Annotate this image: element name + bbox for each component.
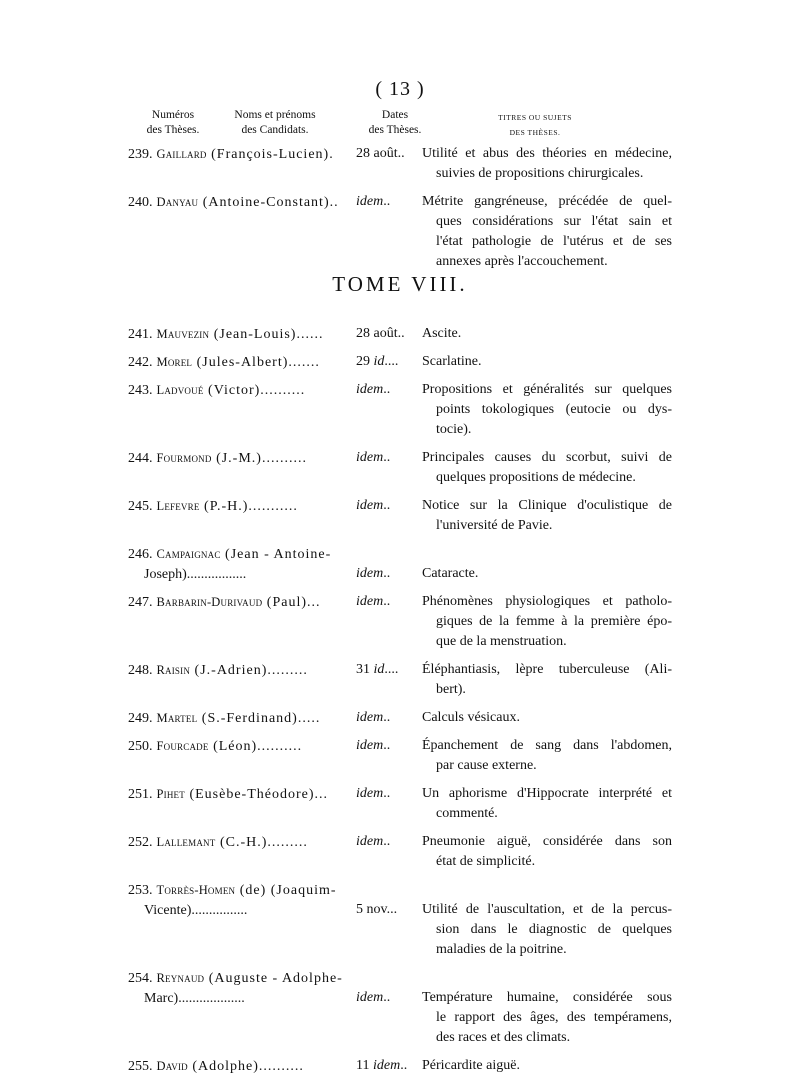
thesis-candidate xyxy=(128,448,360,469)
title-line: points tokologiques (eutocie ou dys- xyxy=(436,402,672,417)
header-line: Numéros xyxy=(151,109,195,121)
candidate-line xyxy=(128,192,360,213)
candidate-line xyxy=(128,352,360,373)
thesis-date: idem.. xyxy=(356,382,391,397)
header-line: des Thèses. xyxy=(368,124,422,136)
thesis-candidate xyxy=(128,1056,360,1077)
title-line: Propositions et généralités sur quelques xyxy=(422,382,672,397)
candidate-given-names: (Jean - Antoine- xyxy=(220,547,332,562)
thesis-date: 28 août.. xyxy=(356,326,405,341)
candidate-line xyxy=(128,784,360,805)
thesis-title xyxy=(422,324,672,344)
header-line: Noms et prénoms xyxy=(234,109,316,121)
candidate-surname: Fourmond xyxy=(156,451,212,465)
thesis-title xyxy=(422,832,672,872)
candidate-given-names: (Jules-Albert)....... xyxy=(192,355,320,370)
title-line: Notice sur la Clinique d'oculistique de xyxy=(422,498,672,513)
candidate-given-names: (Léon).......... xyxy=(208,739,303,754)
thesis-date: idem.. xyxy=(356,710,391,725)
date-idem: idem xyxy=(356,194,384,209)
thesis-number: 251. xyxy=(128,787,153,802)
thesis-title xyxy=(422,660,672,700)
candidate-given-names: (Jean-Louis)...... xyxy=(209,327,324,342)
candidate-given-names: (Paul)... xyxy=(262,595,321,610)
candidate-surname: Campaignac xyxy=(156,547,221,561)
title-line: Utilité de l'auscultation, et de la percus- xyxy=(422,902,672,917)
candidate-given-names: (Adolphe).......... xyxy=(187,1059,304,1074)
candidate-line xyxy=(128,832,360,853)
date-idem: idem xyxy=(356,566,384,581)
title-line: ques considérations sur l'état sain et xyxy=(436,214,672,229)
candidate-line-continued: Marc)................... xyxy=(144,991,245,1006)
date-idem: idem xyxy=(356,786,384,801)
title-line: l'état pathologie de l'utérus et de ses xyxy=(436,234,672,249)
candidate-line-continued: Vicente)................ xyxy=(144,903,248,918)
title-line: Éléphantiasis, lèpre tuberculeuse (Ali- xyxy=(422,662,672,677)
thesis-title xyxy=(422,192,672,272)
title-line: Épanchement de sang dans l'abdomen, xyxy=(422,738,672,753)
candidate-line xyxy=(128,968,360,989)
thesis-title xyxy=(422,380,672,440)
date-idem: idem xyxy=(356,594,384,609)
candidate-line xyxy=(128,1056,360,1077)
candidate-surname: Lefevre xyxy=(156,499,200,513)
candidate-given-names: (J.-Adrien)......... xyxy=(190,663,308,678)
candidate-line xyxy=(128,496,360,517)
title-line: Calculs vésicaux. xyxy=(422,710,520,725)
title-line: Ascite. xyxy=(422,326,462,341)
candidate-surname: Morel xyxy=(156,355,193,369)
thesis-number: 249. xyxy=(128,711,153,726)
thesis-candidate xyxy=(128,736,360,757)
candidate-line xyxy=(128,736,360,757)
date-idem: idem xyxy=(356,710,384,725)
candidate-line xyxy=(128,544,360,565)
candidate-given-names: (Eusèbe-Théodore)... xyxy=(184,787,329,802)
candidate-surname: Danyau xyxy=(156,195,199,209)
thesis-title xyxy=(422,736,672,776)
thesis-candidate xyxy=(128,708,360,729)
header-line: DES THÈSES. xyxy=(509,128,561,137)
thesis-candidate xyxy=(128,352,360,373)
header-line: des Candidats. xyxy=(241,124,309,136)
thesis-date: 31 id.... xyxy=(356,662,399,677)
thesis-number: 248. xyxy=(128,663,153,678)
thesis-candidate xyxy=(128,880,360,921)
candidate-surname: Fourcade xyxy=(156,739,209,753)
candidate-given-names: (François-Lucien). xyxy=(206,147,334,162)
thesis-candidate xyxy=(128,144,360,165)
thesis-candidate xyxy=(128,784,360,805)
title-line: bert). xyxy=(436,682,466,697)
thesis-number: 245. xyxy=(128,499,153,514)
title-line: maladies de la poitrine. xyxy=(436,942,567,957)
header-noms xyxy=(210,108,340,138)
candidate-surname: Torrès-Homen xyxy=(156,883,236,897)
thesis-date: idem.. xyxy=(356,194,391,209)
title-line: sion dans le diagnostic de quelques xyxy=(436,922,672,937)
title-line: Un aphorisme d'Hippocrate interprété et xyxy=(422,786,672,801)
title-line: le rapport des âges, des tempéramens, xyxy=(436,1010,672,1025)
candidate-surname: Barbarin-Durivaud xyxy=(156,595,263,609)
thesis-date: idem.. xyxy=(356,786,391,801)
candidate-surname: Martel xyxy=(156,711,198,725)
thesis-number: 240. xyxy=(128,195,153,210)
title-line: l'université de Pavie. xyxy=(436,518,553,533)
title-line: Cataracte. xyxy=(422,566,479,581)
title-line: Scarlatine. xyxy=(422,354,482,369)
date-idem: id xyxy=(373,662,385,677)
title-line: Phénomènes physiologiques et patholo- xyxy=(422,594,672,609)
candidate-surname: Reynaud xyxy=(156,971,205,985)
thesis-title xyxy=(422,448,672,488)
candidate-given-names: (Antoine-Constant).. xyxy=(198,195,339,210)
thesis-date: 28 août.. xyxy=(356,146,405,161)
date-idem: idem xyxy=(356,382,384,397)
thesis-number: 254. xyxy=(128,971,153,986)
thesis-number: 244. xyxy=(128,451,153,466)
thesis-title xyxy=(422,352,672,372)
thesis-title xyxy=(422,564,672,584)
title-line: commenté. xyxy=(436,806,498,821)
candidate-line xyxy=(128,880,360,901)
date-idem: idem xyxy=(356,498,384,513)
thesis-title xyxy=(422,784,672,824)
thesis-date: 11 idem.. xyxy=(356,1058,408,1073)
candidate-given-names: (S.-Ferdinand)..... xyxy=(197,711,321,726)
title-line: Température humaine, considérée sous xyxy=(422,990,672,1005)
header-dates xyxy=(355,108,435,138)
thesis-date: idem.. xyxy=(356,990,391,1005)
candidate-given-names: (Victor).......... xyxy=(203,383,306,398)
header-line: TITRES OU SUJETS xyxy=(498,113,572,122)
thesis-number: 243. xyxy=(128,383,153,398)
header-line: Dates xyxy=(381,109,409,121)
thesis-title xyxy=(422,496,672,536)
candidate-given-names: (Auguste - Adolphe- xyxy=(204,971,343,986)
title-line: tocie). xyxy=(436,422,472,437)
candidate-given-names: (de) (Joaquim- xyxy=(235,883,337,898)
thesis-candidate xyxy=(128,380,360,401)
header-numeros xyxy=(128,108,218,138)
thesis-date: idem.. xyxy=(356,594,391,609)
thesis-number: 253. xyxy=(128,883,153,898)
date-idem: idem xyxy=(356,450,384,465)
title-line: Péricardite aiguë. xyxy=(422,1058,520,1073)
thesis-number: 247. xyxy=(128,595,153,610)
date-idem: id xyxy=(373,354,385,369)
candidate-line xyxy=(128,144,360,165)
thesis-date: 5 nov... xyxy=(356,902,398,917)
title-line: état de simplicité. xyxy=(436,854,536,869)
thesis-title xyxy=(422,988,672,1048)
thesis-number: 241. xyxy=(128,327,153,342)
thesis-candidate xyxy=(128,496,360,517)
thesis-candidate xyxy=(128,660,360,681)
thesis-title xyxy=(422,900,672,960)
thesis-number: 246. xyxy=(128,547,153,562)
header-titres xyxy=(470,110,600,140)
thesis-candidate xyxy=(128,324,360,345)
candidate-surname: Lallemant xyxy=(156,835,216,849)
candidate-given-names: (J.-M.).......... xyxy=(211,451,307,466)
thesis-date: 29 id.... xyxy=(356,354,399,369)
date-idem: idem xyxy=(372,1058,401,1073)
candidate-surname: David xyxy=(156,1059,188,1073)
title-line: Pneumonie aiguë, considérée dans son xyxy=(422,834,672,849)
candidate-surname: Mauvezin xyxy=(156,327,210,341)
thesis-date: idem.. xyxy=(356,566,391,581)
thesis-date: idem.. xyxy=(356,834,391,849)
candidate-line xyxy=(128,324,360,345)
candidate-surname: Raisin xyxy=(156,663,191,677)
title-line: Utilité et abus des théories en médecine, xyxy=(422,146,672,161)
thesis-date: idem.. xyxy=(356,738,391,753)
candidate-line xyxy=(128,708,360,729)
title-line: annexes après l'accouchement. xyxy=(436,254,608,269)
title-line: suivies de propositions chirurgicales. xyxy=(436,166,644,181)
candidate-line xyxy=(128,380,360,401)
title-line: des races et des climats. xyxy=(436,1030,571,1045)
title-line: que de la menstruation. xyxy=(436,634,567,649)
page-number: ( 13 ) xyxy=(375,78,425,100)
date-idem: idem xyxy=(356,834,384,849)
header-line: des Thèses. xyxy=(146,124,200,136)
thesis-number: 255. xyxy=(128,1059,153,1074)
thesis-number: 239. xyxy=(128,147,153,162)
thesis-title xyxy=(422,1056,672,1076)
title-line: par cause externe. xyxy=(436,758,537,773)
title-line: Principales causes du scorbut, suivi de xyxy=(422,450,672,465)
title-line: giques de la femme à la première épo- xyxy=(436,614,672,629)
thesis-date: idem.. xyxy=(356,450,391,465)
thesis-title xyxy=(422,708,672,728)
thesis-date: idem.. xyxy=(356,498,391,513)
thesis-number: 252. xyxy=(128,835,153,850)
candidate-given-names: (C.-H.)......... xyxy=(215,835,308,850)
candidate-surname: Ladvoué xyxy=(156,383,204,397)
thesis-title xyxy=(422,144,672,184)
thesis-number: 250. xyxy=(128,739,153,754)
thesis-candidate xyxy=(128,968,360,1009)
candidate-line xyxy=(128,592,360,613)
thesis-candidate xyxy=(128,592,360,613)
candidate-line-continued: Joseph)................. xyxy=(144,567,247,582)
thesis-number: 242. xyxy=(128,355,153,370)
thesis-candidate xyxy=(128,544,360,585)
date-idem: idem xyxy=(356,990,384,1005)
candidate-line xyxy=(128,448,360,469)
thesis-candidate xyxy=(128,192,360,213)
thesis-title xyxy=(422,592,672,652)
candidate-surname: Pihet xyxy=(156,787,185,801)
date-idem: idem xyxy=(356,738,384,753)
candidate-line xyxy=(128,660,360,681)
thesis-candidate xyxy=(128,832,360,853)
title-line: quelques propositions de médecine. xyxy=(436,470,636,485)
candidate-given-names: (P.-H.)........... xyxy=(199,499,298,514)
candidate-surname: Gaillard xyxy=(156,147,207,161)
title-line: Métrite gangréneuse, précédée de quel- xyxy=(422,194,672,209)
section-title: TOME VIII. xyxy=(332,272,468,296)
